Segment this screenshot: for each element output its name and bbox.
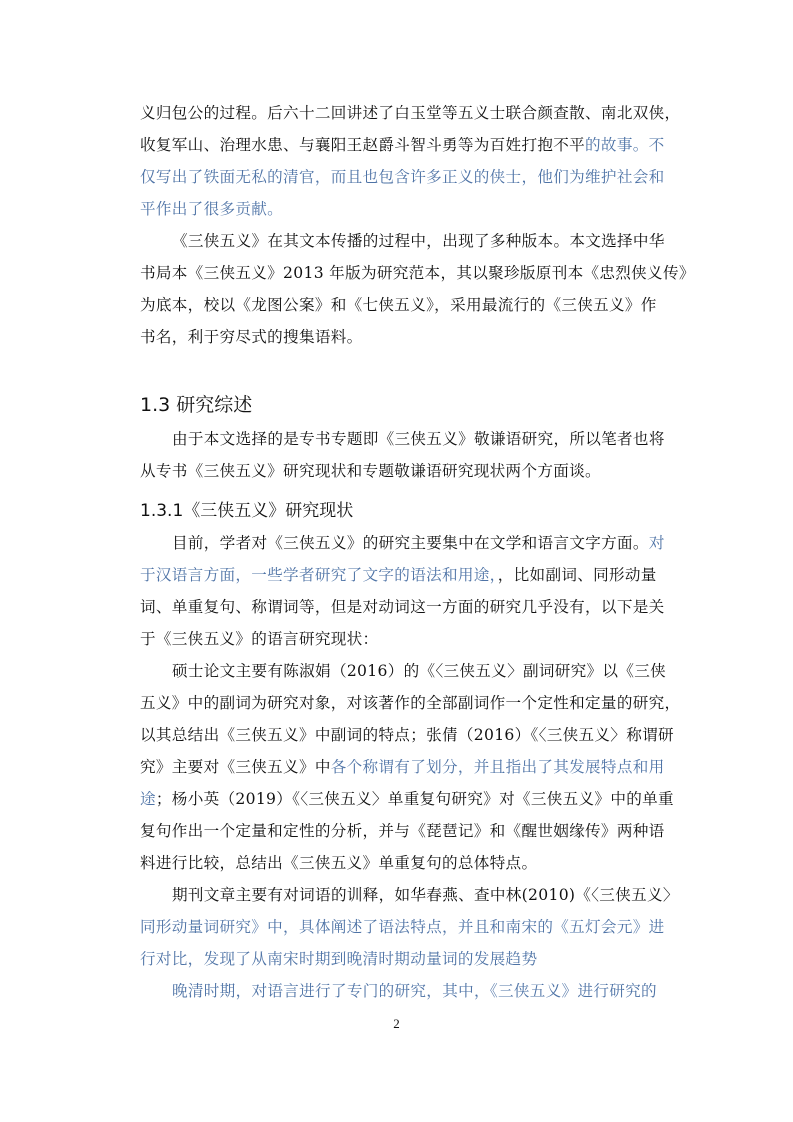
highlighted-text: 晚清时期，对语言进行了专门的研究，其中，《三侠五义》进行研究的 [172, 982, 657, 1000]
text-line [140, 750, 665, 784]
text-line [140, 814, 665, 848]
section-heading-1-3-1: 1.3.1《三侠五义》研究现状 [140, 501, 354, 521]
text-line [172, 422, 665, 456]
text-span: 目前，学者对《三侠五义》的研究主要集中在文学和语言文字方面。 [172, 534, 649, 552]
text-span: 究》主要对《三侠五义》中 [140, 758, 331, 776]
text-line [172, 224, 665, 258]
text-span: 以其总结出《三侠五义》中副词的特点；张倩（2016）《〈三侠五义〉称谓研 [140, 726, 674, 744]
text-line [140, 320, 363, 354]
highlighted-text: 仅写出了铁面无私的清官，而且也包含许多正义的侠士，他们为维护社会和 [140, 168, 665, 186]
text-span: 从专书《三侠五义》研究现状和专题敬谦语研究现状两个方面谈。 [140, 462, 601, 480]
text-line [140, 454, 601, 488]
text-line [172, 526, 665, 560]
text-span: 《三侠五义》在其文本传播的过程中，出现了多种版本。本文选择中华 [172, 232, 665, 250]
text-line [140, 590, 665, 624]
section-heading-1-3: 1.3 研究综述 [140, 394, 253, 416]
text-line [172, 974, 657, 1008]
highlighted-text: 途 [140, 790, 156, 808]
text-span: 硕士论文主要有陈淑娟（2016）的《〈三侠五义〉副词研究》以《三侠 [172, 662, 667, 680]
highlighted-text: 的故事。不 [585, 136, 665, 154]
text-span: 复句作出一个定量和定性的分析，并与《琵琶记》和《醒世姻缘传》两种语 [140, 822, 665, 840]
text-span: 收复军山、治理水患、与襄阳王赵爵斗智斗勇等为百姓打抱不平 [140, 136, 586, 154]
text-span: 料进行比较，总结出《三侠五义》单重复句的总体特点。 [140, 854, 538, 872]
text-line [172, 654, 666, 688]
text-span: 于《三侠五义》的语言研究现状： [140, 630, 379, 648]
text-line [140, 160, 665, 194]
text-span: 由于本文选择的是专书专题即《三侠五义》敬谦语研究，所以笔者也将 [172, 430, 665, 448]
text-span: 为底本，校以《龙图公案》和《七侠五义》，采用最流行的《三侠五义》作 [140, 296, 657, 314]
text-span: 五义》中的副词为研究对象，对该著作的全部副词作一个定性和定量的研究， [140, 694, 681, 712]
text-line [140, 128, 665, 162]
text-line [140, 846, 537, 880]
text-line [140, 782, 674, 816]
text-line [140, 256, 695, 290]
text-line [140, 622, 378, 656]
text-span: 书局本《三侠五义》2013 年版为研究范本，其以聚珍版原刊本《忠烈侠义传》 [140, 264, 695, 282]
text-line [140, 686, 680, 720]
highlighted-text: 对 [648, 534, 665, 552]
text-line [172, 878, 679, 912]
highlighted-text: 各个称谓有了划分，并且指出了其发展特点和用 [330, 758, 665, 776]
text-span: 义归包公的过程。后六十二回讲述了白玉堂等五义士联合颜查散、南北双侠， [140, 104, 681, 122]
highlighted-text: 于汉语言方面，一些学者研究了文字的语法和用途， [140, 566, 498, 584]
text-span: 词、单重复句、称谓词等，但是对动词这一方面的研究几乎没有，以下是关 [140, 598, 665, 616]
text-line [140, 288, 657, 322]
highlighted-text: 平作出了很多贡献。 [140, 200, 284, 218]
text-line [140, 942, 537, 976]
text-span: ；杨小英（2019）《〈三侠五义〉单重复句研究》对《三侠五义》中的单重 [155, 790, 674, 808]
text-span: 书名，利于穷尽式的搜集语料。 [140, 328, 363, 346]
highlighted-text: 行对比，发现了从南宋时期到晚清时期动量词的发展趋势 [140, 950, 538, 968]
text-line [140, 192, 283, 226]
text-line [140, 718, 674, 752]
text-span: 期刊文章主要有对词语的训释，如华春燕、查中林(2010)《〈三侠五义〉 [172, 886, 679, 904]
text-line [140, 96, 680, 130]
text-line [140, 910, 665, 944]
text-span: ，比如副词、同形动量 [497, 566, 657, 584]
text-line [140, 558, 657, 592]
page-number: 2 [393, 1016, 400, 1031]
highlighted-text: 同形动量词研究》中，具体阐述了语法特点，并且和南宋的《五灯会元》进 [140, 918, 665, 936]
